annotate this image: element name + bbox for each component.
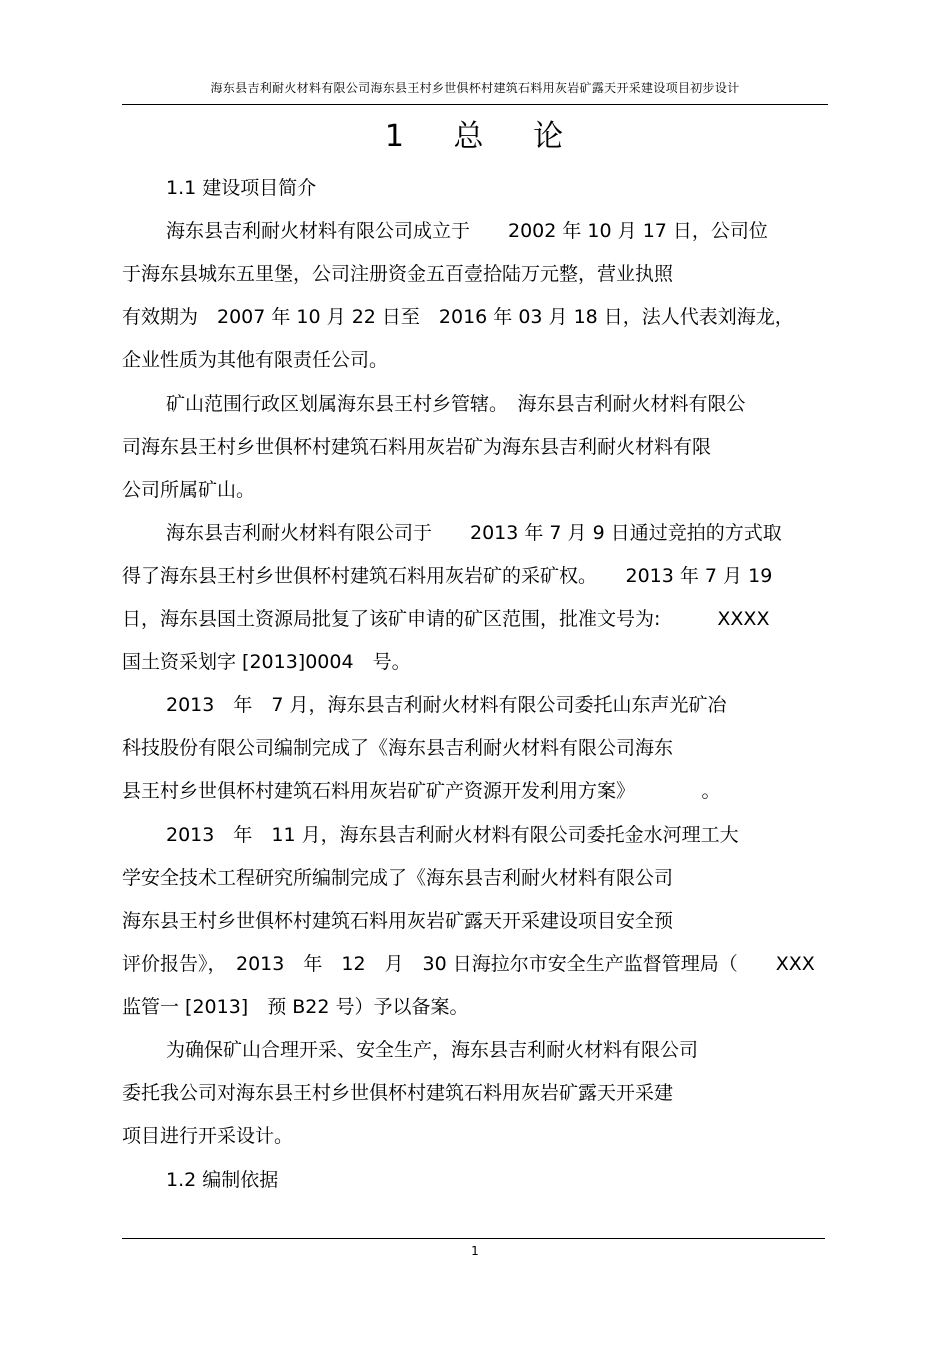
paragraph-line: 海东县吉利耐火材料有限公司成立于 2002 年 10 月 17 日，公司位 [166,220,768,242]
paragraph-line: 为确保矿山合理开采、安全生产，海东县吉利耐火材料有限公司 [166,1039,699,1061]
paragraph-line: 项目进行开采设计。 [122,1125,294,1147]
paragraph-line: 矿山范围行政区划属海东县王村乡管辖。 海东县吉利耐火材料有限公 [166,393,746,415]
paragraph-line: 于海东县城东五里堡，公司注册资金五百壹拾陆万元整，营业执照 [122,263,674,285]
paragraph-line: 学安全技术工程研究所编制完成了《海东县吉利耐火材料有限公司 [122,867,674,889]
paragraph-line: 海东县王村乡世俱杯村建筑石料用灰岩矿露天开采建设项目安全预 [122,910,674,932]
paragraph-line: 科技股份有限公司编制完成了《海东县吉利耐火材料有限公司海东 [122,737,674,759]
chapter-title: 1 总 论 [384,119,566,154]
paragraph-line: 2013 年 7 月，海东县吉利耐火材料有限公司委托山东声光矿冶 [166,694,727,716]
paragraph-line: 企业性质为其他有限责任公司。 [122,349,389,371]
section-heading-1-2: 1.2 编制依据 [166,1169,279,1191]
paragraph-line: 评价报告》， 2013 年 12 月 30 日海拉尔市安全生产监督管理局（ XXX [122,953,815,975]
footer-rule [122,1238,825,1239]
paragraph-line: 委托我公司对海东县王村乡世俱杯村建筑石料用灰岩矿露天开采建 [122,1082,674,1104]
page-number: 1 [471,1244,479,1258]
header-rule [122,104,828,105]
paragraph-line: 公司所属矿山。 [122,479,256,501]
paragraph-line: 国土资采划字 [2013]0004 号。 [122,651,411,673]
paragraph-line: 2013 年 11 月，海东县吉利耐火材料有限公司委托金水河理工大 [166,824,739,846]
paragraph-line: 县王村乡世俱杯村建筑石料用灰岩矿矿产资源开发利用方案》 。 [122,780,721,802]
paragraph-line: 得了海东县王村乡世俱杯村建筑石料用灰岩矿的采矿权。 2013 年 7 月 19 [122,565,773,587]
running-header: 海东县吉利耐火材料有限公司海东县王村乡世俱杯村建筑石料用灰岩矿露天开采建设项目初步设计 [210,81,740,95]
paragraph-line: 有效期为 2007 年 10 月 22 日至 2016 年 03 月 18 日，法人代表刘海龙， [122,306,794,328]
paragraph-line: 监管一 [2013] 预 B22 号）予以备案。 [122,996,469,1018]
paragraph-line: 司海东县王村乡世俱杯村建筑石料用灰岩矿为海东县吉利耐火材料有限 [122,436,712,458]
paragraph-line: 海东县吉利耐火材料有限公司于 2013 年 7 月 9 日通过竞拍的方式取 [166,522,782,544]
section-heading-1-1: 1.1 建设项目简介 [166,177,317,199]
paragraph-line: 日，海东县国土资源局批复了该矿申请的矿区范围，批准文号为: XXXX [122,608,770,630]
